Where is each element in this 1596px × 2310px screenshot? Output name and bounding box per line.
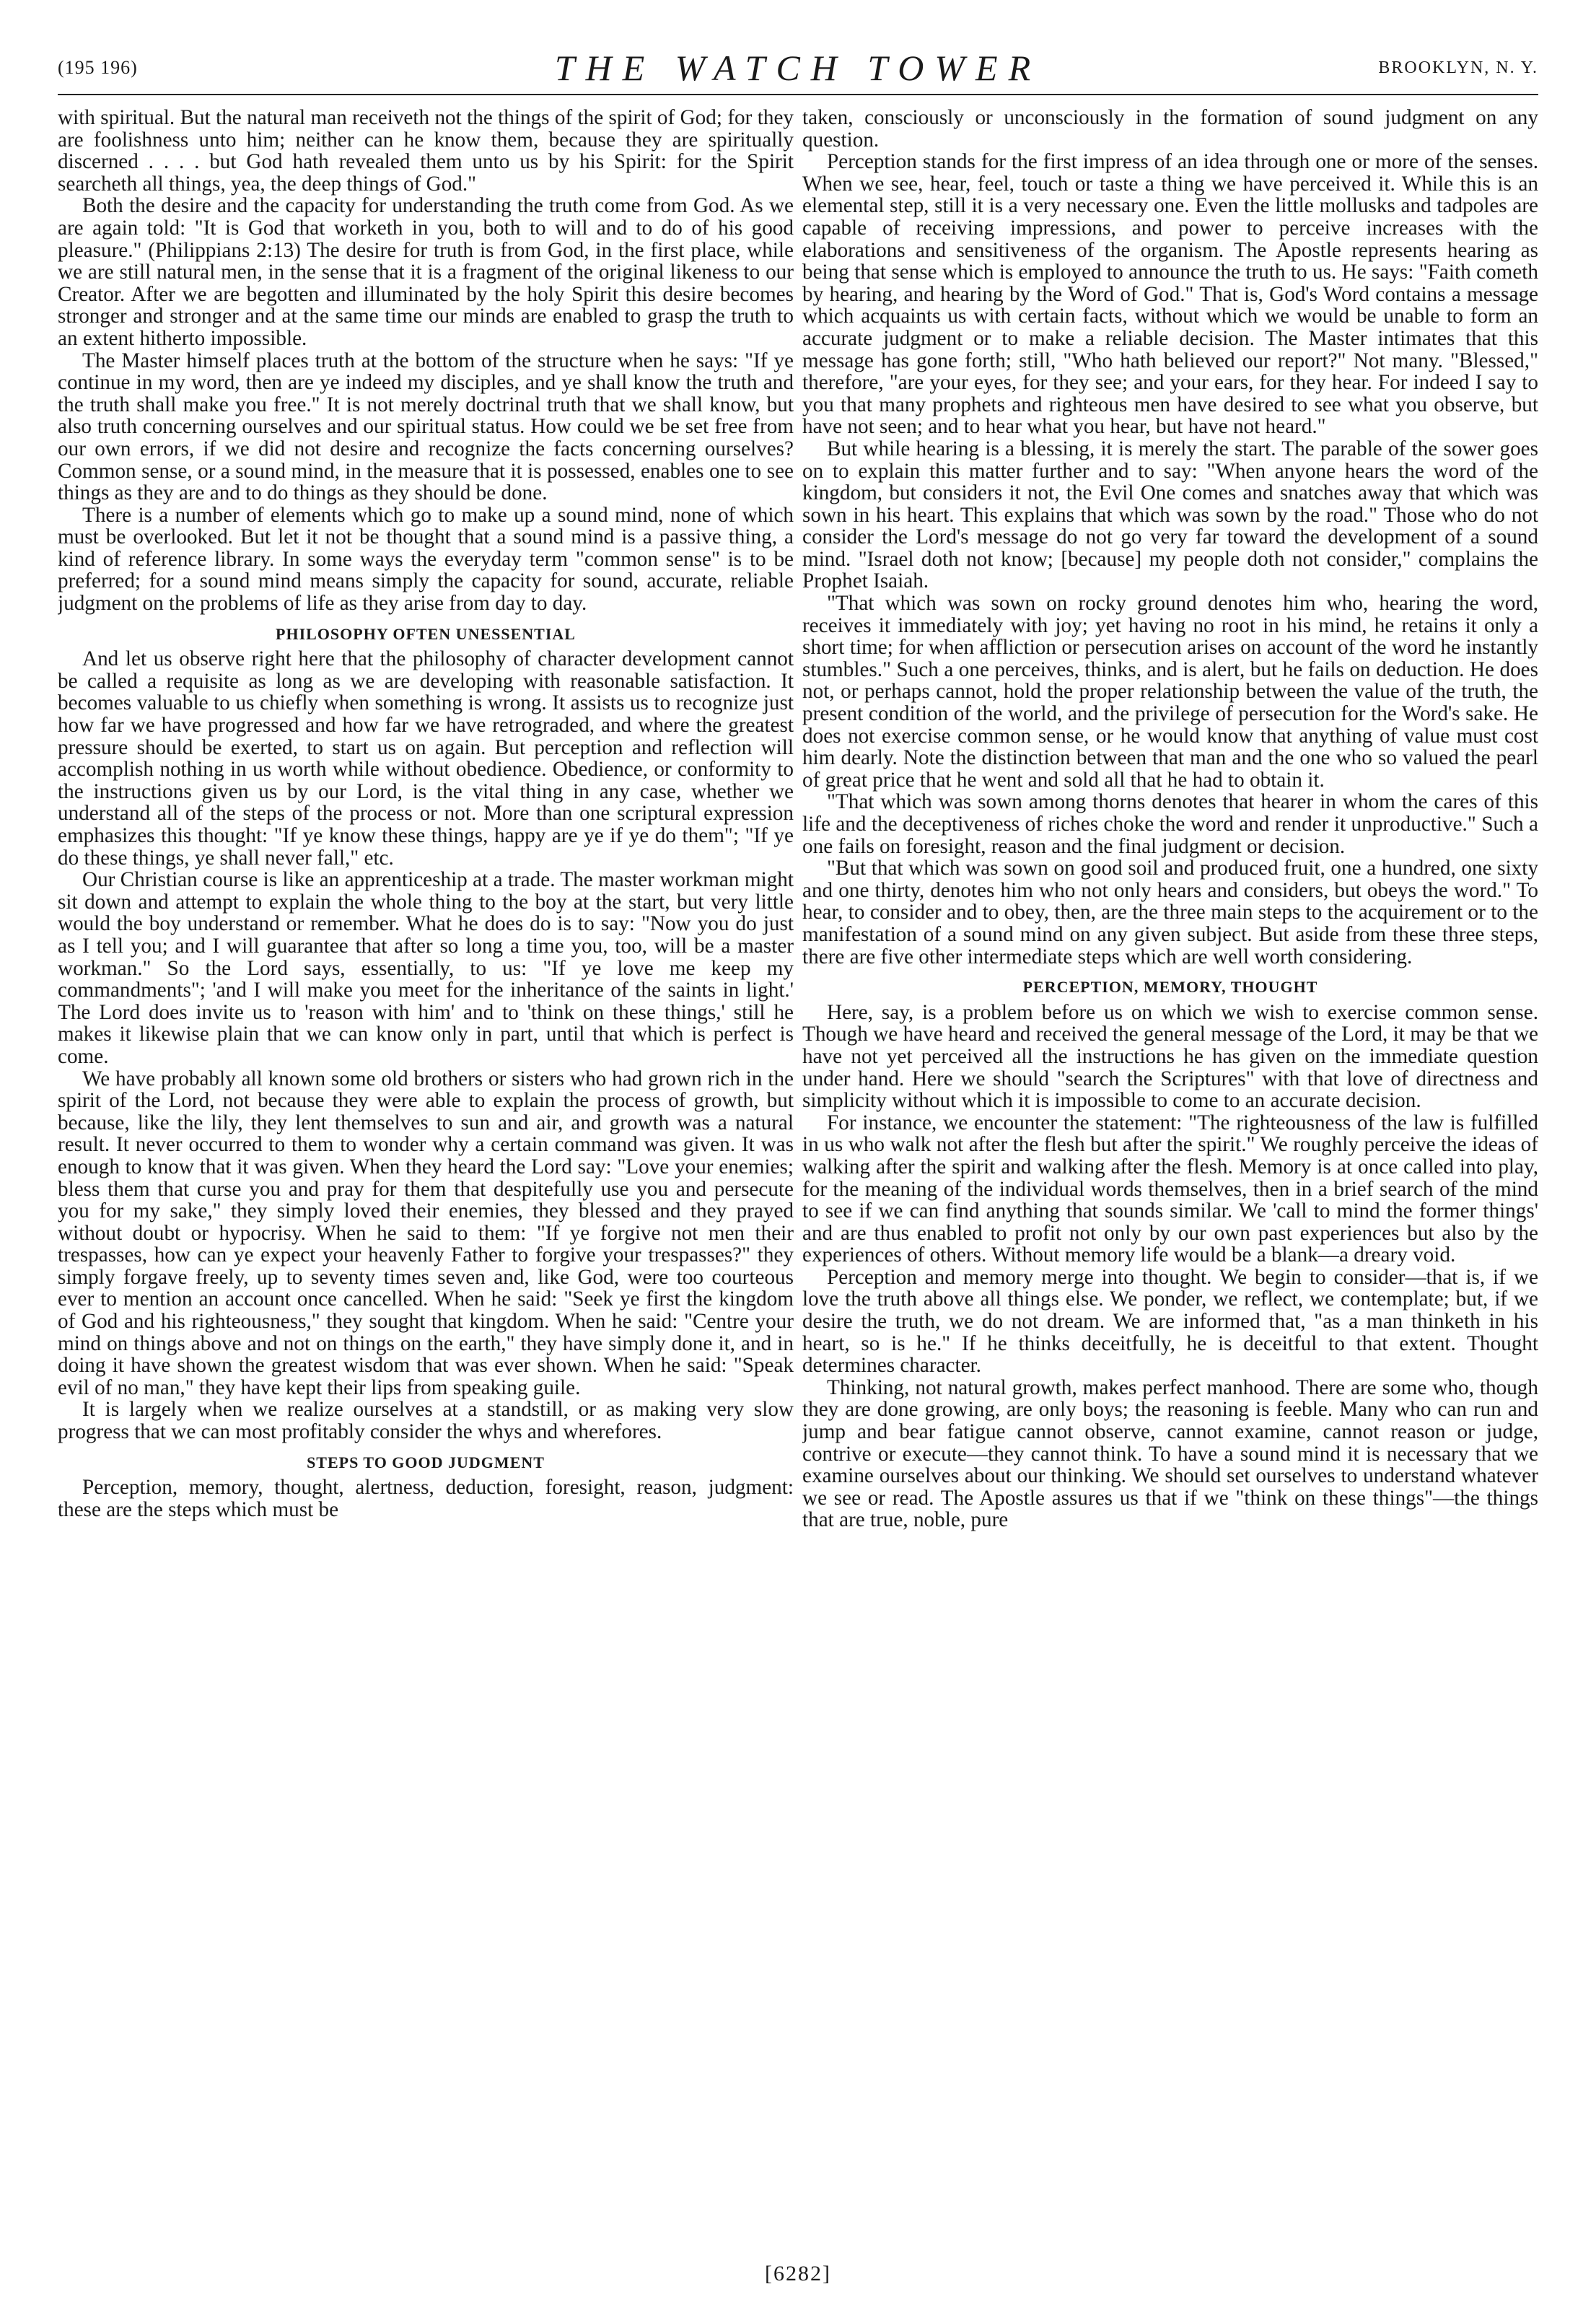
paragraph: It is largely when we realize ourselves at a standstill, or as making very slow progress that we can most profitably consider the whys and wherefores. [58,1398,794,1444]
paragraph: with spiritual. But the natural man receiveth not the things of the spirit of God; for they are foolishness unto him; neither can he know them, because they are spiritually discerned . . . . but God hath revealed them unto us by his Spirit: for the Spirit searcheth all things, yea, the deep things of God." [58,107,794,196]
left-column [58,107,794,2250]
publication-location: BROOKLYN, N. Y. [1378,58,1538,77]
publication-title: THE WATCH TOWER [554,48,1042,88]
paragraph: Thinking, not natural growth, makes perfect manhood. There are some who, though they are done growing, are only boys; the reasoning is feeble. Many who can run and jump and bear fatigue cannot observe, cannot examine, cannot reason or judge, contrive or execute—they cannot think. To have a sound mind it is necessary that we examine ourselves about our thinking. We should set ourselves to understand whatever we see or read. The Apostle assures us that if we "think on these things"—the things that are true, noble, pure [802,1375,1538,1532]
paragraph: taken, consciously or unconsciously in the formation of sound judgment on any question. [802,107,1538,152]
paragraph: Both the desire and the capacity for understanding the truth come from God. As we are again told: "It is God that worketh in you, both to will and to do of his good pleasure." (Philippians 2:13) The desire for truth is from God, in the first place, while we are still natural men, in the sense that it is a fragment of the original likeness to our Creator. After we are begotten and illuminated by the holy Spirit this desire becomes stronger and stronger and at the same time our minds are enabled to grasp the truth to an extent hitherto impossible. [58,194,794,350]
paragraph: "But that which was sown on good soil and produced fruit, one a hundred, one sixty and one thirty, denotes him who not only hears and considers, but obeys the word." To hear, to consider and to obey, then, are the three main steps to the acquirement or to the manifestation of a sound mind on any given subject. But aside from these three steps, there are five other intermediate steps which are well worth considering. [802,857,1538,968]
header-divider [58,94,1538,95]
article-body [58,107,1538,2250]
paragraph: Perception, memory, thought, alertness, deduction, foresight, reason, judgment: these are the steps which must be [58,1476,794,1521]
paragraph: "That which was sown among thorns denotes that hearer in whom the cares of this life and the deceptiveness of riches choke the word and render it unproductive." Such a one fails on foresight, reason and the final judgment or decision. [802,790,1538,858]
paragraph: Here, say, is a problem before us on which we wish to exercise common sense. Though we have heard and received the general message of the Lord, it may be that we have not yet perceived all the instructions he has given on the immediate question under hand. Here we should "search the Scriptures" with that love of directness and simplicity without which it is impossible to come to an accurate decision. [802,1000,1538,1113]
paragraph: We have probably all known some old brothers or sisters who had grown rich in the spirit of the Lord, not because they were able to explain the process of growth, but because, like the lily, they lent themselves to sun and air, and growth was a natural result. It never occurred to them to wonder why a certain command was given. It was enough to know that it was given. When they heard the Lord say: "Love your enemies; bless them that curse you and pray for them that despitefully use you and persecute you for my sake," they simply loved their enemies, they blessed and they prayed without doubt or hypocrisy. When he said to them: "If ye forgive not men their trespasses, how can ye expect your heavenly Father to forgive your trespasses?" they simply forgave freely, up to seventy times seven and, like God, were too courteous ever to mention an account once cancelled. When he said: "Seek ye first the kingdom of God and his righteousness," they sought that kingdom. When he said: "Centre your mind on things above and not on things on the earth," they have simply done it, and in doing it have shown the greatest wisdom that was ever shown. When he said: "Speak evil of no man," they have kept their lips from speaking guile. [58,1067,794,1399]
paragraph: Our Christian course is like an apprenticeship at a trade. The master workman might sit down and attempt to explain the whole thing to the boy at the start, but very little would the boy understand or remember. What he does do is to say: "Now you do just as I tell you; and I will guarantee that after so long a time you, too, will be a master workman." So the Lord says, essentially, to us: "If ye love me keep my commandments"; 'and I will make you meet for the inheritance of the saints in light.' The Lord does invite us to 'reason with him' and to 'think on these things,' still he makes it likewise plain that we can know only in part, until that which is perfect is come. [58,868,794,1068]
right-column [802,107,1538,2250]
section-heading: STEPS TO GOOD JUDGMENT [307,1453,545,1471]
paragraph: But while hearing is a blessing, it is merely the start. The parable of the sower goes on to explain this matter further and to say: "When anyone hears the word of the kingdom, but considers it not, the Evil One comes and snatches away that which was sown in his heart. This explains that which was sown by the road." Those who do not consider the Lord's message do not go very far toward the development of a sound mind. "Israel doth not know; [because] my people doth not consider," complains the Prophet Isaiah. [802,437,1538,593]
paragraph: For instance, we encounter the statement: "The righteousness of the law is fulfilled in us who walk not after the flesh but after the spirit." We roughly perceive the ideas of walking after the spirit and walking after the flesh. Memory is at once called into play, for the meaning of the individual words themselves, then in a brief search of the mind to see if we can find anything that sounds similar. We 'call to mind the former things' and are thus enabled to profit not only by our own past experiences but also by the experiences of others. Without memory life would be a blank—a dreary void. [802,1111,1538,1267]
paragraph: "That which was sown on rocky ground denotes him who, hearing the word, receives it immediately with joy; yet having no root in his mind, he retains it only a short time; for when affliction or persecution arises on account of the word he instantly stumbles." Such a one perceives, thinks, and is alert, but he fails on deduction. He does not, or perhaps cannot, hold the proper relationship between the value of the truth, the present condition of the world, and the privilege of persecution for the Word's sake. He does not exercise common sense, or he would know that anything of value must cost him dearly. Note the distinction between that man and the one who so valued the pearl of great price that he went and sold all that he had to obtain it. [802,592,1538,792]
section-heading: PERCEPTION, MEMORY, THOUGHT [1022,978,1318,997]
paragraph: Perception stands for the first impress of an idea through one or more of the senses. When we see, hear, feel, touch or taste a thing we have perceived it. While this is an elemental step, still it is a very necessary one. Even the little mollusks and tadpoles are capable of receiving impressions, and power to perceive increases with the elaborations and sensitiveness of the organism. The Apostle represents hearing as being that sense which is employed to announce the truth to us. He says: "Faith cometh by hearing, and hearing by the Word of God." That is, God's Word contains a message which acquaints us with certain facts, without which we would be unable to form an accurate judgment or to make a reliable decision. The Master intimates that this message has gone forth; still, "Who hath believed our report?" Not many. "Blessed," therefore, "are your eyes, for they see; and your ears, for they hear. For indeed I say to you that many prophets and righteous men have desired to see what you observe, but have not seen; and to hear what you hear, but have not heard." [802,150,1538,439]
section-heading: PHILOSOPHY OFTEN UNESSENTIAL [276,624,576,643]
page-number: [6282] [765,2262,831,2285]
paragraph: And let us observe right here that the philosophy of character development cannot be called a requisite as long as we are developing with reasonable satisfaction. It becomes valuable to us chiefly when something is wrong. It assists us to recognize just how far we have progressed and how far we have retrograded, and where the greatest pressure should be exerted, to start us on again. But perception and reflection will accomplish nothing in us worth while without obedience. Obedience, or conformity to the instructions given us by our Lord, is the vital thing in any case, whether we understand all of the steps of the process or not. More than one scriptural expression emphasizes this thought: "If ye know these things, happy are ye if ye do them"; "If ye do these things, ye shall never fall," etc. [58,647,794,870]
page-header [58,48,1538,88]
paragraph: The Master himself places truth at the bottom of the structure when he says: "If ye continue in my word, then are ye indeed my disciples, and ye shall know the truth and the truth shall make you free." It is not merely doctrinal truth that we shall know, but also truth concerning ourselves and our spiritual status. How could we be set free from our own errors, if we did not desire and recognize the facts concerning ourselves? Common sense, or a sound mind, in the measure that it is possessed, enables one to see things as they are and to do things as they should be done. [58,349,794,505]
paragraph: There is a number of elements which go to make up a sound mind, none of which must be overlooked. But let it not be thought that a sound mind is a passive thing, a kind of reference library. In some ways the everyday term "common sense" is to be preferred; for a sound mind means simply the capacity for sound, accurate, reliable judgment on the problems of life as they arise from day to day. [58,503,794,616]
issue-pages: (195 196) [58,57,138,78]
paragraph: Perception and memory merge into thought. We begin to consider—that is, if we love the truth above all things else. We ponder, we reflect, we contemplate; but, if we desire the truth, we do not dream. We are informed that, "as a man thinketh in his heart, so is he." If he thinks deceitfully, he is deceitful to that extent. Thought determines character. [802,1265,1538,1378]
